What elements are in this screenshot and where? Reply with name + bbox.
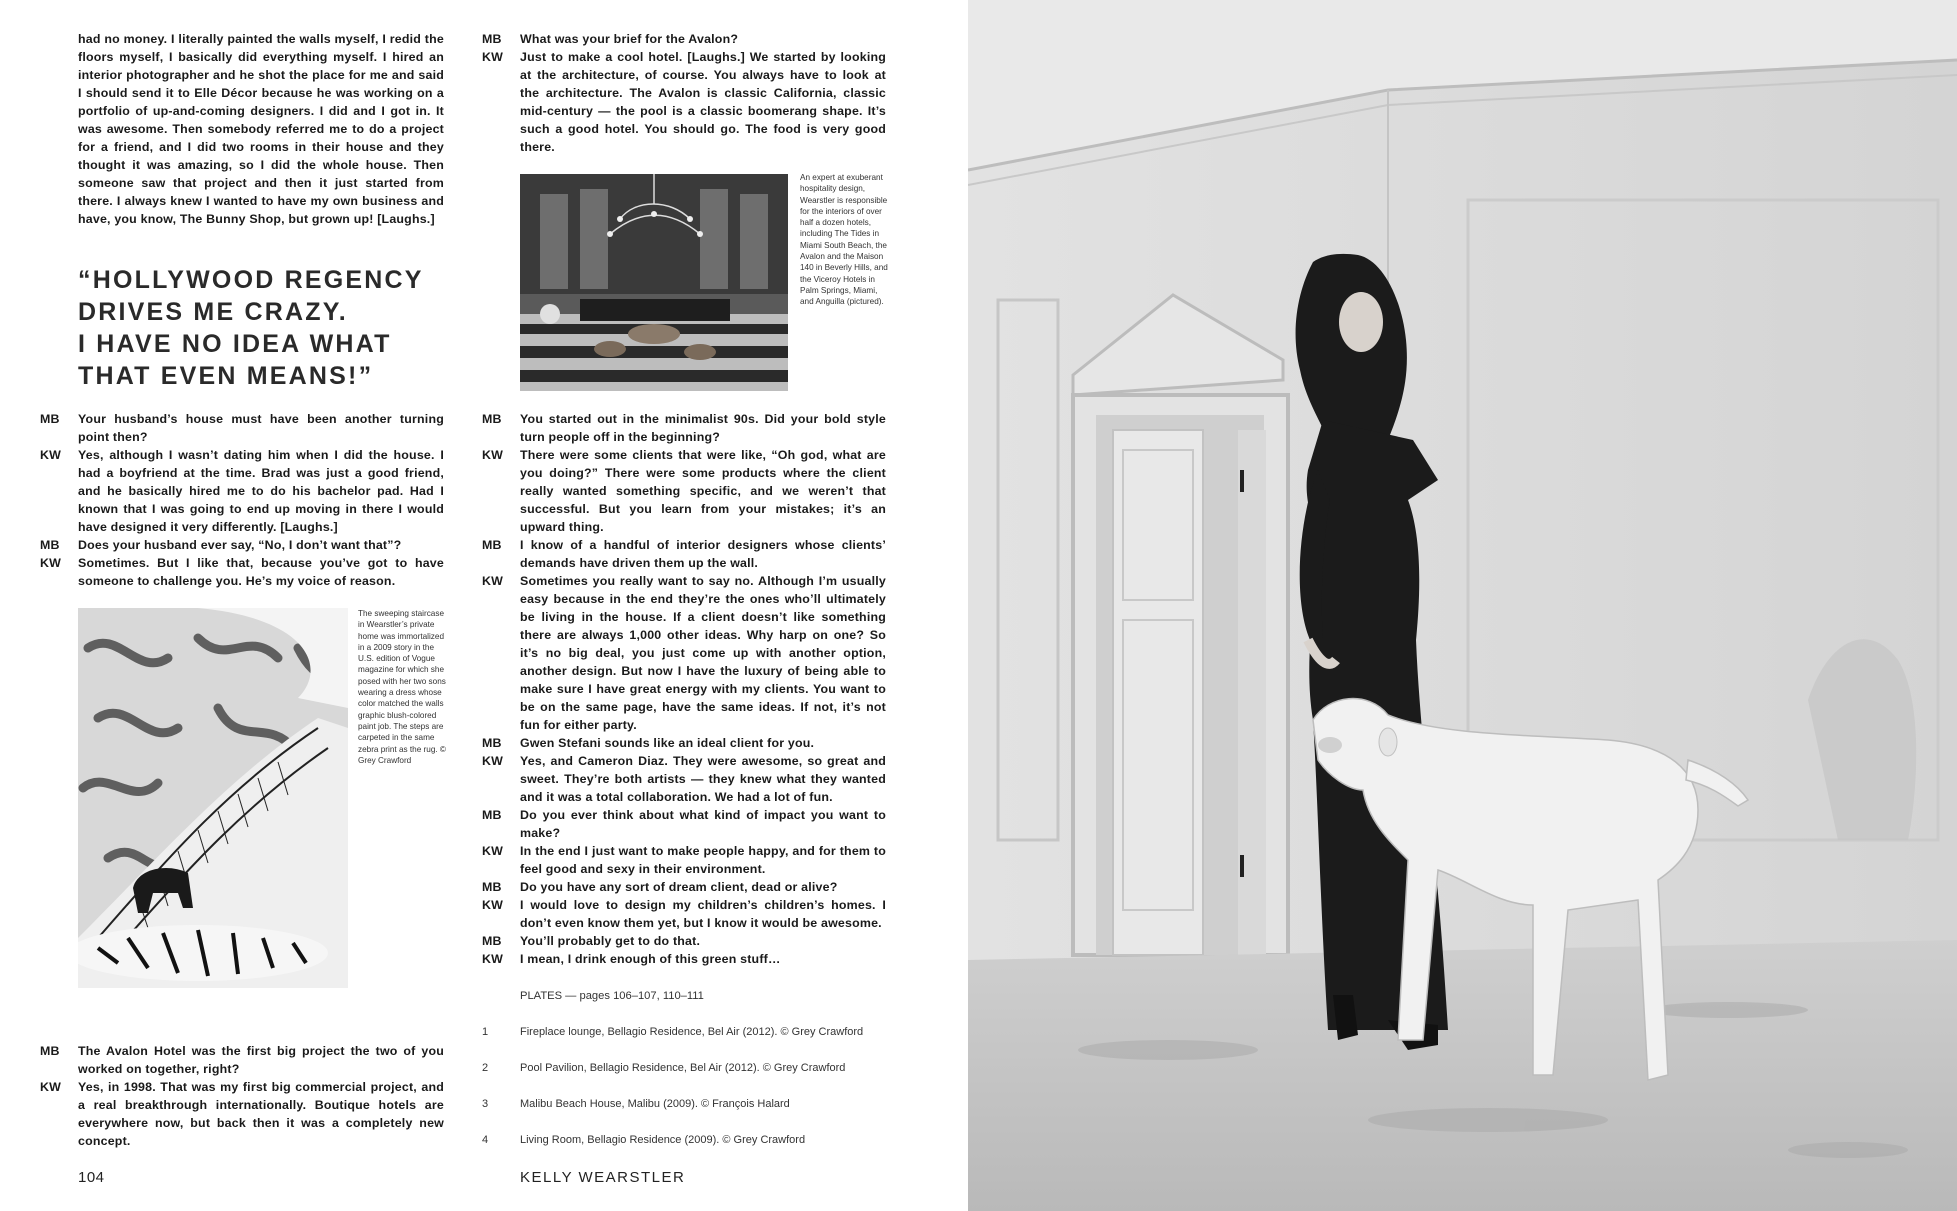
pull-quote-line-3: I HAVE NO IDEA WHAT: [78, 330, 392, 358]
qa-item: [482, 896, 886, 932]
qa-text: Sometimes. But I like that, because you’ve got to have someone to challenge you. He’s my voice of reason.: [78, 556, 444, 588]
plate-text: Living Room, Bellagio Residence (2009). © Grey Crawford: [520, 1134, 806, 1146]
pull-quote-line-4: THAT EVEN MEANS!”: [78, 362, 374, 390]
qa-text: I mean, I drink enough of this green stuff…: [520, 952, 781, 966]
speaker-label: MB: [482, 736, 502, 750]
speaker-label: KW: [482, 898, 504, 912]
plate-text: Malibu Beach House, Malibu (2009). © François Halard: [520, 1098, 790, 1110]
speaker-label: KW: [40, 1080, 62, 1094]
qa-item: [482, 734, 886, 752]
left-page: [0, 0, 968, 1211]
qa-text: Yes, although I wasn’t dating him when I did the house. I had a boyfriend at the time. Brad was just a good friend, and he basically hired me to do his bachelor pad. Had I known that I was going to end up moving in there I would have designed it very differently. [Laughs.]: [78, 448, 444, 534]
qa-item: [40, 446, 444, 536]
speaker-label: MB: [482, 880, 502, 894]
speaker-label: KW: [482, 754, 504, 768]
qa-item: [40, 410, 444, 446]
speaker-label: MB: [482, 808, 502, 822]
qa-text: In the end I just want to make people happy, and for them to feel good and sexy in their environment.: [520, 844, 886, 876]
staircase-caption-block: [358, 608, 448, 766]
plates-list: [482, 990, 902, 1150]
qa-item: [40, 554, 444, 590]
speaker-label: MB: [482, 412, 502, 426]
speaker-label: MB: [482, 934, 502, 948]
plate-text: Fireplace lounge, Bellagio Residence, Bel Air (2012). © Grey Crawford: [520, 1026, 864, 1038]
qa-item: [482, 842, 886, 878]
qa-text: I know of a handful of interior designers whose clients’ demands have driven them up the wall.: [520, 538, 886, 570]
intro-paragraph: had no money. I literally painted the walls myself, I redid the floors myself, I basically did everything myself. I hired an interior photographer and he shot the place for me and said I should send it to Elle Décor because he was working on a portfolio of up-and-coming designers. I did and I got in. It was awesome. Then somebody referred me to do a project for a friend, and I did two rooms in their house and they thought it was amazing, so I did the whole house. Then someone saw that project and then it just started from there. I always knew I wanted to have my own business and have, you know, The Bunny Shop, but grown up! [Laughs.]: [78, 32, 444, 226]
qa-text: Just to make a cool hotel. [Laughs.] We started by looking at the architecture, of course. You always have to look at the architecture. The Avalon is classic California, classic mid-century — the pool is a classic boomerang shape. It’s such a good hotel. You should go. The food is very good there.: [520, 50, 886, 154]
speaker-label: KW: [482, 574, 504, 588]
staircase-photo: [78, 608, 348, 988]
speaker-label: MB: [482, 538, 502, 552]
column-1-interview-2: [40, 1042, 444, 1150]
qa-item: [482, 30, 886, 48]
qa-text: Sometimes you really want to say no. Although I’m usually easy because in the end they’re the ones who’ll ultimately be living in the house. If a client doesn’t like something there are always 1,000 other ideas. Why harp on one? So it’s no big deal, you just come up with another option, another design. But now I have the luxury of being able to make sure I have great energy with my clients. You want to be on the same page, have the same ideas. If not, it’s not fun for either party.: [520, 574, 886, 732]
qa-text: There were some clients that were like, “Oh god, what are you doing?” There were some products where the client really wanted something specific, and we weren’t that successful. But you learn from your mistakes; it’s an upward thing.: [520, 448, 886, 534]
pull-quote-line-2: DRIVES ME CRAZY.: [78, 298, 348, 326]
speaker-label: MB: [482, 32, 502, 46]
qa-item: [40, 536, 444, 554]
hotel-lobby-photo: [520, 174, 788, 391]
qa-item: [482, 446, 886, 536]
pull-quote: [78, 264, 458, 392]
staircase-caption: The sweeping staircase in Wearstler’s private home was immortalized in a 2009 story in the U.S. edition of Vogue magazine for which she posed with her two sons wearing a dress whose color matched the walls graphic blush-colored paint job. The steps are carpeted in the same zebra print as the rug. © Grey Crawford: [358, 609, 446, 765]
qa-text: Do you ever think about what kind of impact you want to make?: [520, 808, 886, 840]
qa-text: Your husband’s house must have been another turning point then?: [78, 412, 444, 444]
lobby-caption: An expert at exuberant hospitality design, Wearstler is responsible for the interiors of over half a dozen hotels, including The Tides in Miami South Beach, the Avalon and the Maison 140 in Beverly Hills, and the Viceroy Hotels in Palm Springs, Miami, and Anguilla (pictured).: [800, 173, 888, 307]
qa-item: [482, 878, 886, 896]
qa-item: [482, 950, 886, 968]
qa-item: [482, 536, 886, 572]
qa-item: [482, 572, 886, 734]
lobby-caption-block: [800, 172, 892, 308]
qa-text: Gwen Stefani sounds like an ideal client for you.: [520, 736, 815, 750]
speaker-label: MB: [40, 412, 60, 426]
column-1-interview-1: [40, 410, 444, 590]
speaker-label: KW: [482, 50, 504, 64]
column-2-interview-2: [482, 410, 886, 968]
qa-item: [40, 1078, 444, 1150]
qa-text: You started out in the minimalist 90s. Did your bold style turn people off in the beginning?: [520, 412, 886, 444]
qa-item: [482, 48, 886, 156]
speaker-label: KW: [482, 844, 504, 858]
qa-text: Does your husband ever say, “No, I don’t want that”?: [78, 538, 402, 552]
qa-text: Yes, and Cameron Diaz. They were awesome, so great and sweet. They’re both artists — they knew what they wanted and it was a total collaboration. We had a lot of fun.: [520, 754, 886, 804]
plates-heading: PLATES — pages 106–107, 110–111: [520, 990, 704, 1002]
plate-text: Pool Pavilion, Bellagio Residence, Bel Air (2012). © Grey Crawford: [520, 1062, 846, 1074]
plate-number: 2: [482, 1062, 489, 1074]
speaker-label: MB: [40, 538, 60, 552]
portrait-photo: [968, 0, 1957, 1211]
qa-item: [482, 806, 886, 842]
qa-text: What was your brief for the Avalon?: [520, 32, 739, 46]
column-1-intro: [78, 30, 444, 228]
plate-number: 1: [482, 1026, 489, 1038]
qa-item: [482, 932, 886, 950]
column-2-interview-1: [482, 30, 886, 156]
speaker-label: KW: [482, 952, 504, 966]
qa-text: Yes, in 1998. That was my first big commercial project, and a real breakthrough internationally. Boutique hotels are everywhere now, but back then it was a completely new concept.: [78, 1080, 444, 1148]
plate-number: 4: [482, 1134, 489, 1146]
qa-item: [482, 752, 886, 806]
qa-text: You’ll probably get to do that.: [520, 934, 701, 948]
page-number: 104: [78, 1169, 105, 1186]
speaker-label: MB: [40, 1044, 60, 1058]
qa-text: Do you have any sort of dream client, dead or alive?: [520, 880, 838, 894]
speaker-label: KW: [482, 448, 504, 462]
qa-text: I would love to design my children’s children’s homes. I don’t even know them yet, but I know it would be awesome.: [520, 898, 886, 930]
qa-item: [40, 1042, 444, 1078]
running-footer: KELLY WEARSTLER: [520, 1169, 686, 1186]
qa-item: [482, 410, 886, 446]
plate-number: 3: [482, 1098, 489, 1110]
qa-text: The Avalon Hotel was the first big project the two of you worked on together, right?: [78, 1044, 444, 1076]
speaker-label: KW: [40, 448, 62, 462]
pull-quote-line-1: “HOLLYWOOD REGENCY: [78, 266, 424, 294]
speaker-label: KW: [40, 556, 62, 570]
